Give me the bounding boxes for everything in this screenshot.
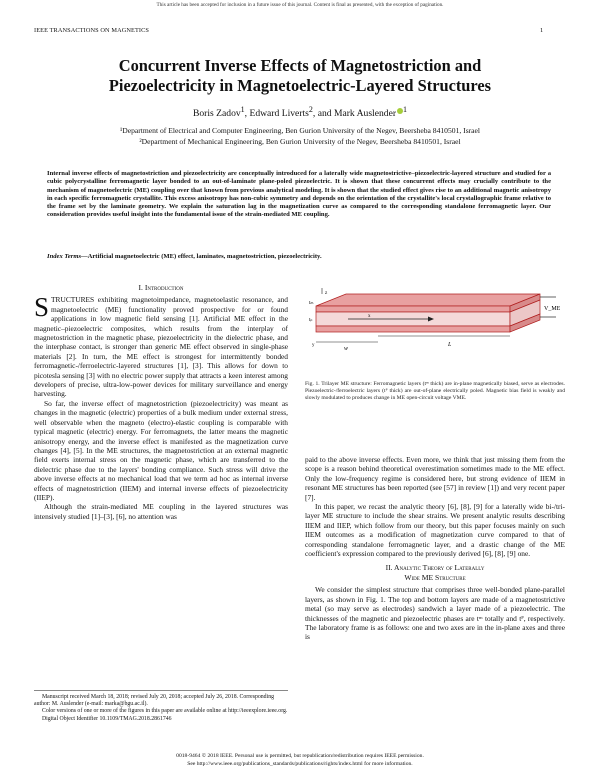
intro-paragraph-1 [34, 292, 288, 399]
left-column [34, 283, 288, 521]
tm-label: tₘ [309, 301, 314, 306]
drop-cap: S [34, 292, 50, 323]
affiliation-2: ²Department of Mechanical Engineering, Ben Gurion University of the Negev, Beersheba 8410501, Israel [139, 136, 461, 146]
title-line-1: Concurrent Inverse Effects of Magnetostriction and [118, 56, 482, 75]
y-axis-label: y [312, 343, 315, 348]
top-metal-layer [316, 294, 540, 306]
right-paragraph-2: In this paper, we recast the analytic theory [6], [8], [9] for a laterally wide bi-/tri-layer ME structure to include the shear strains. We present analytic results describing IIEM and IIEP, which follow from our theory, but this paper focuses mainly on such IIEM outcomes as a modification of magnetization curve compared to that of corresponding standalone ferromagnetic layer, and a drastic change of the ME coefficient's expression compared to the previously derived [6], [8], [9] one. [305, 502, 565, 559]
footnote-manuscript: Manuscript received March 18, 2018; revised July 20, 2018; accepted July 26, 2018. Corresponding author: M. Auslender (e-mail: marka@bgu.ac.il). [34, 694, 274, 708]
author-3[interactable]: Mark Auslender [333, 108, 397, 120]
author-list [0, 105, 600, 119]
intro-paragraph-2: So far, the inverse effect of magnetostriction (piezoelectricity) was meant as changes in the magnetic (electric) properties of a bulk medium under external stress, well observable when the magneto (electro)-elastic coupling is comparable with typical magnetic (electric) energy. For ferromagnets, the latter means the magnetic anisotropy energy, and the inverse effect is manifested as the magnetization curve changes [4], [5]. In the ME structures, the magnetostriction at an external magnetic field exerts internal stress on the magnetic phase, which are transferred to the dielectric phase due to the layers' bonding compliance. Such stress will drive the above inverse effects at no mechanical load that we term ad hoc as internal inverse effects of magnetostriction (IIEM) and internal inverse effects of piezoelectricity (IIEP). [34, 398, 288, 502]
section-2-paragraph-1: We consider the simplest structure that comprises three well-bonded plane-parallel layers, as shown in Fig. 1. The top and bottom layers are made of a magnetostrictive metal (so may serve as electrodes) sandwich a layer made of a piezoelectric. The thicknesses of the magnetic and piezoelectric phases are tᵐ totally and tᴾ, respectively. The laboratory frame is as follows: one and two axes are in the in-plane axes and three is [305, 585, 565, 642]
author-separator: , and [312, 108, 334, 120]
title-line-2: Piezoelectricity in Magnetoelectric-Layered Structures [108, 75, 492, 95]
index-terms [47, 253, 551, 260]
length-label: L [448, 342, 452, 348]
z-axis-label: z [325, 291, 328, 296]
tp-label: tₚ [309, 318, 313, 323]
abstract: Internal inverse effects of magnetostriction and piezoelectricity are conceptually introduced for a laterally wide magnetostrictive–piezoelectric-layered structure and studied for a cubic polycrystalline ferromagnetic layer bonded to an out-of-laminate plane-poled piezoelectric. It is shown that these concurrent effects may crucially contribute to the mechanism of magnetoelectric (ME) coupling over that known from previous analytical modeling. It is shown that the studied effect gives rise to an additional magnetic anisotropy in each specific ferromagnetic crystallite. This excess anisotropy has non-cubic symmetry and depends on the orientation of the crystallite's local crystallographic frame relative to the frame set by the laminate geometry. We explain the saturation lag in the magnetization curve as compared to the corresponding standalone ferromagnetic layer. Our consideration provides useful insight into the fundamental issue of the strain-mediated ME coupling. [47, 170, 551, 219]
paper-title [30, 56, 570, 95]
acceptance-notice: This article has been accepted for inclusion in a future issue of this journal. Content is final as presented, with the exception of pagination. [156, 2, 444, 8]
section-1-heading: I. Introduction [138, 283, 184, 292]
footnotes [34, 690, 288, 723]
author-2[interactable]: Edward Liverts [249, 108, 309, 120]
section-2-heading-line-1: II. Analytic Theory of Laterally [385, 563, 485, 573]
running-head: IEEE TRANSACTIONS ON MAGNETICS [34, 27, 150, 34]
index-terms-text: —Artificial magnetoelectric (ME) effect, laminates, magnetostriction, piezoelectricity. [81, 253, 322, 260]
section-2-heading-line-2: Wide ME Structure [404, 572, 466, 582]
author-3-affil: 1 [403, 105, 408, 114]
footnote-doi: Digital Object Identifier 10.1109/TMAG.2018.2861746 [42, 715, 172, 722]
figure-1-trilayer-diagram [308, 288, 564, 388]
right-column [305, 455, 565, 642]
author-1[interactable]: Boris Zadov [192, 108, 241, 120]
intro-paragraph-3: Although the strain-mediated ME coupling in the layered structures was intensively studied [1]–[3], [6], no attention was [34, 502, 288, 521]
copyright-line-1: 0018-9464 © 2018 IEEE. Personal use is permitted, but republication/redistribution requires IEEE permission. [176, 753, 424, 759]
x-axis-label: x [368, 314, 371, 319]
voltage-label: V_ME [544, 306, 561, 312]
footnote-color: Color versions of one or more of the figures in this paper are available online at http://ieeexplore.ieee.org. [42, 708, 288, 715]
copyright-notice [0, 753, 600, 768]
top-metal-front [316, 306, 510, 312]
bottom-metal-front [316, 326, 510, 332]
affiliations [20, 126, 580, 147]
copyright-line-2[interactable]: See http://www.ieee.org/publications_standards/publications/rights/index.html for more information. [187, 760, 413, 767]
section-2-heading [305, 563, 565, 582]
affiliation-1: ¹Department of Electrical and Computer Engineering, Ben Gurion University of the Negev, Beersheba 8410501, Israel [119, 126, 481, 135]
right-paragraph-1: paid to the above inverse effects. Even more, we think that just missing them from the scope is a reason behind theoretical overestimation sometimes made to the ME effect. Only the low-frequency regime is considered here, but strong evidence of IIEM in resonant ME structures has been reported (see [57] in review [1]) and very recent paper [7]. [305, 455, 565, 502]
figure-1-caption: Fig. 1. Trilayer ME structure: Ferromagnetic layers (tᵐ thick) are in-plane magnetically biased, serve as electrodes. Piezoelectric-/ferroelectric layers (tᴾ thick) are out-of-plane electrically poled. Magnetic bias field is weakly and slowly modulated to produces change in ME open-circuit voltage VME. [305, 381, 565, 402]
author-1-affil: 1 [240, 105, 245, 114]
author-2-affil: 2 [308, 105, 313, 114]
width-label: w [344, 346, 349, 352]
index-terms-label: Index Terms [47, 253, 82, 260]
author-separator: , [244, 108, 250, 120]
intro-paragraph-1-text: TRUCTURES exhibiting magnetoimpedance, magnetoelastic resonance, and magnetoelectric (ME) functionality proved prospective for or found applications in low magnetic field sensing [1]. Artificial ME effect in the magnetic–piezoelectric composites, which results from the interplay of magnetostriction in the magnetic phase, piezoelectricity in the dielectric phase, and the interphase contact, is stronger than generic ME effect observed in single-phase materials [2]. In turn, the ME effect is strongest for intermittently bonded ferromagnetic-/ferroelectric-layered structures [1], [3]. This allows for down to picotesla sensing [3] with no electric power supply that attracts a keen interest among developers of precise, ultra-low-power devices for military surveillance and energy harvesting. [34, 295, 288, 399]
page-number: 1 [540, 27, 544, 34]
